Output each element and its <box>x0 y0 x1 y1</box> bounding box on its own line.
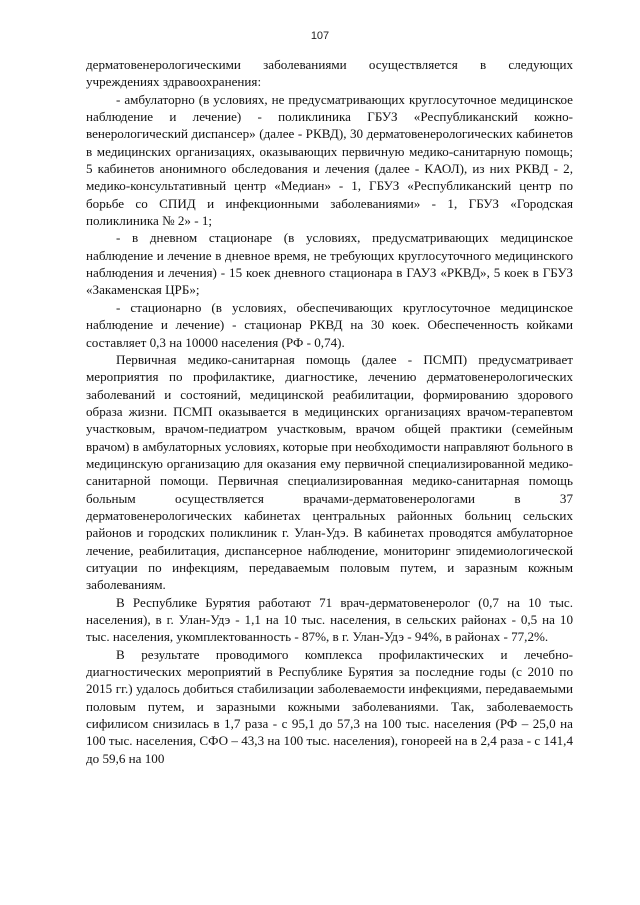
paragraph-inpatient: - стационарно (в условиях, обеспечивающих круглосуточное медицинское наблюдение и лечение) - стационар РКВД на 30 коек. Обеспеченность койками составляет 0,3 на 10000 населения (РФ - 0,74). <box>86 299 573 350</box>
document-body <box>86 56 573 767</box>
paragraph-staffing: В Республике Бурятия работают 71 врач-дерматовенеролог (0,7 на 10 тыс. населения), в г. Улан-Удэ - 1,1 на 10 тыс. населения, в сельских районах - 0,5 на 10 тыс. населения, укомплектованность - 87%, в г. Улан-Удэ - 94%, в районах - 77,2%. <box>86 594 573 645</box>
paragraph-intro: дерматовенерологическими заболеваниями осуществляется в следующих учреждениях здравоохранения: <box>86 57 573 90</box>
paragraph-primary-care: Первичная медико-санитарная помощь (далее - ПСМП) предусматривает мероприятия по профилактике, диагностике, лечению дерматовенерологических заболеваний и состояний, медицинской реабилитации, формированию здорового образа жизни. ПСМП оказывается в медицинских организациях врачом-терапевтом участковым, врачом-педиатром участковым, врачом общей практики (семейным врачом) в амбулаторных условиях, которые при необходимости направляют больного в медицинскую организацию для оказания ему первичной специализированной медико-санитарной помощи. Первичная специализированная медико-санитарная помощь больным осуществляется врачами-дерматовенерологами в 37 дерматовенерологических кабинетах центральных районных больниц сельских районов и городских поликлиник г. Улан-Удэ. В кабинетах проводятся амбулаторное лечение, реабилитация, диспансерное наблюдение, мониторинг эпидемиологической ситуации по инфекциям, передаваемым половым путем, и заразным кожным заболеваниям. <box>86 351 573 593</box>
paragraph-ambulatory: - амбулаторно (в условиях, не предусматривающих круглосуточное медицинское наблюдение и лечение) - поликлиника ГБУЗ «Республиканский кожно-венерологический диспансер» (далее - РКВД), 30 дерматовенерологических кабинетов в медицинских организациях, оказывающих первичную медико-санитарную помощь; 5 кабинетов анонимного обследования и лечения (далее - КАОЛ), из них РКВД - 2, медико-консультативный центр «Медиан» - 1, ГБУЗ «Республиканский центр по борьбе со СПИД и инфекционными заболеваниями» - 1, ГБУЗ «Городская поликлиника № 2» - 1; <box>86 91 573 229</box>
paragraph-day-hospital: - в дневном стационаре (в условиях, предусматривающих медицинское наблюдение и лечение в дневное время, не требующих круглосуточного медицинского наблюдения и лечения) - 15 коек дневного стационара в ГАУЗ «РКВД», 5 коек в ГБУЗ «Закаменская ЦРБ»; <box>86 230 573 298</box>
paragraph-results: В результате проводимого комплекса профилактических и лечебно-диагностических мероприятий в Республике Бурятия за последние годы (с 2010 по 2015 гг.) удалось добиться стабилизации заболеваемости инфекциями, передаваемыми половым путем, и заразными кожными заболеваниями. Так, заболеваемость сифилисом снизилась в 1,7 раза - с 95,1 до 57,3 на 100 тыс. населения (РФ – 25,0 на 100 тыс. населения, СФО – 43,3 на 100 тыс. населения), гонореей на в 2,4 раза - с 141,4 до 59,6 на 100 <box>86 646 573 766</box>
page-number: 107 <box>310 30 330 42</box>
